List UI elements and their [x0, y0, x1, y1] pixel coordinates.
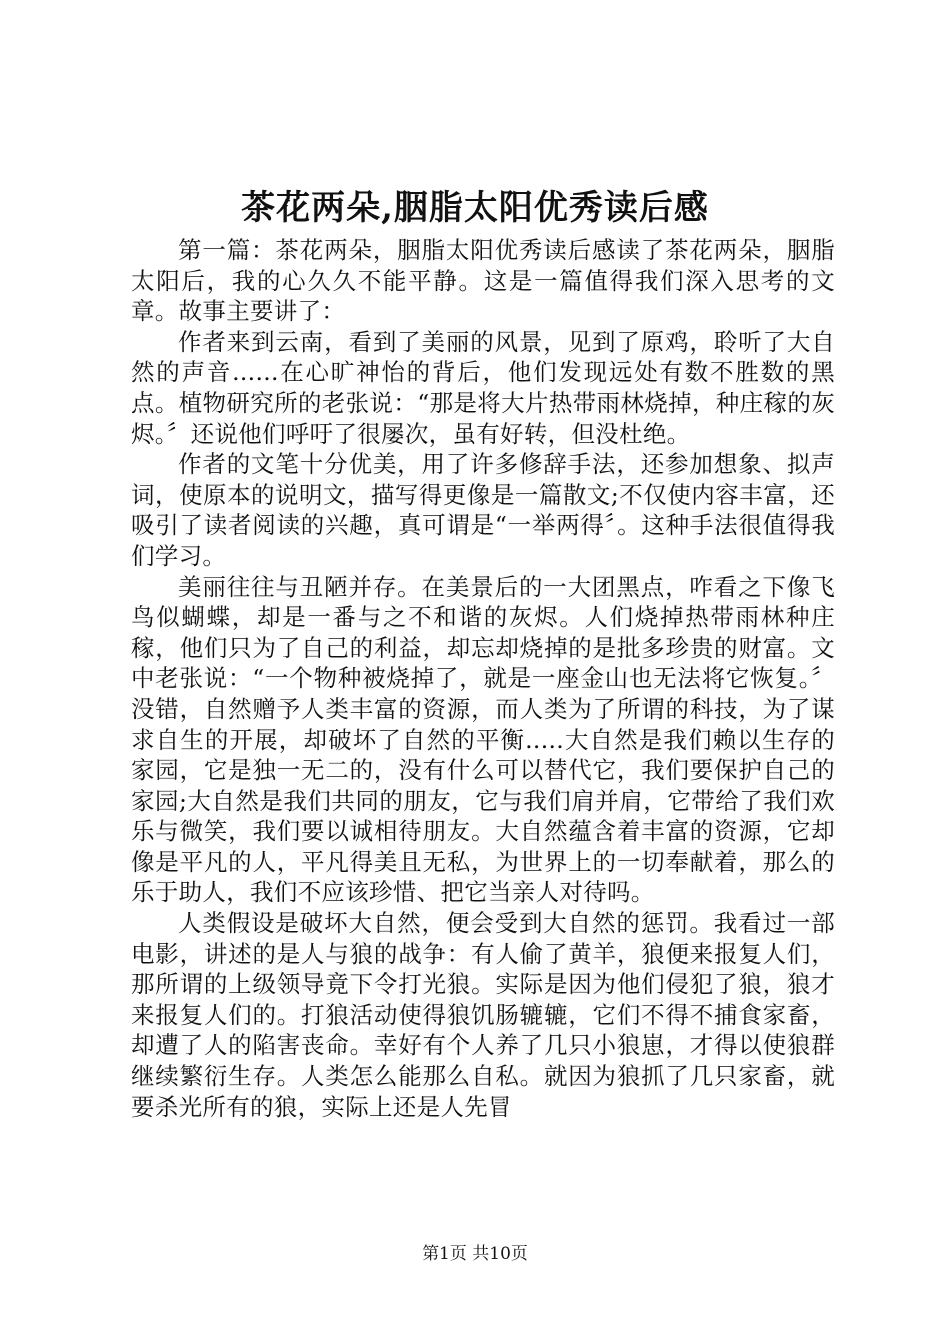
- paragraph: 第一篇：茶花两朵，胭脂太阳优秀读后感读了茶花两朵，胭脂太阳后，我的心久久不能平静。这是一篇值得我们深入思考的文章。故事主要讲了：: [131, 236, 835, 326]
- paragraph: 作者的文笔十分优美，用了许多修辞手法，还参加想象、拟声词，使原本的说明文，描写得更像是一篇散文;不仅使内容丰富，还吸引了读者阅读的兴趣，真可谓是“一举两得〞。这种手法很值得我们学习。: [131, 450, 835, 570]
- paragraph: 人类假设是破坏大自然，便会受到大自然的惩罚。我看过一部电影，讲述的是人与狼的战争：有人偷了黄羊，狼便来报复人们，那所谓的上级领导竟下令打光狼。实际是因为他们侵犯了狼，狼才来报复人们的。打狼活动使得狼饥肠辘辘，它们不得不捕食家畜，却遭了人的陷害丧命。幸好有个人养了几只小狼崽，才得以使狼群继续繁衍生存。人类怎么能那么自私。就因为狼抓了几只家畜，就要杀光所有的狼，实际上还是人先冒: [131, 909, 835, 1121]
- page-footer: 第1页 共10页: [422, 1244, 528, 1264]
- paragraph: 美丽往往与丑陋并存。在美景后的一大团黑点，咋看之下像飞鸟似蝴蝶，却是一番与之不和谐的灰烬。人们烧掉热带雨林种庄稼，他们只为了自己的利益，却忘却烧掉的是批多珍贵的财富。文中老张说：“一个物种被烧掉了，就是一座金山也无法将它恢复。〞没错，自然赠予人类丰富的资源，而人类为了所谓的科技，为了谋求自生的开展，却破坏了自然的平衡.....大自然是我们赖以生存的家园，它是独一无二的，没有什么可以替代它，我们要保护自己的家园;大自然是我们共同的朋友，它与我们肩并肩，它带给了我们欢乐与微笑，我们要以诚相待朋友。大自然蕴含着丰富的资源，它却像是平凡的人，平凡得美且无私，为世界上的一切奉献着，那么的乐于助人，我们不应该珍惜、把它当亲人对待吗。: [131, 572, 835, 907]
- paragraph: 作者来到云南，看到了美丽的风景，见到了原鸡，聆听了大自然的声音......在心旷神怡的背后，他们发现远处有数不胜数的黑点。植物研究所的老张说：“那是将大片热带雨林烧掉，种庄稼的灰烬。〞还说他们呼吁了很屡次，虽有好转，但没杜绝。: [131, 327, 835, 448]
- document-body: [131, 235, 835, 1122]
- document-title: 茶花两朵,胭脂太阳优秀读后感: [241, 188, 709, 228]
